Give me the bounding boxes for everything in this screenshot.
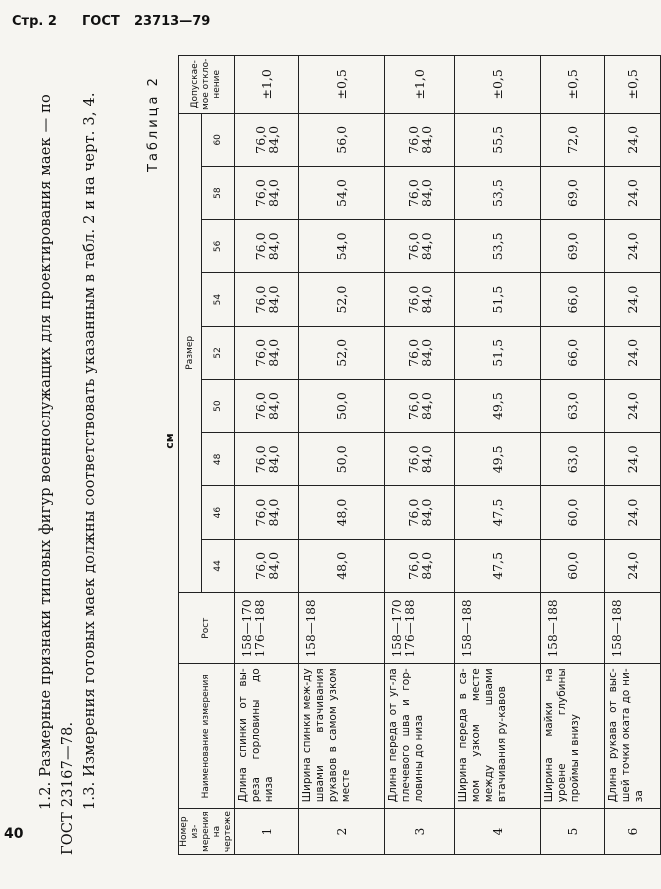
size-value: 76,0 84,0 bbox=[385, 433, 455, 486]
size-value: 76,0 84,0 bbox=[235, 273, 299, 326]
table-row bbox=[541, 56, 605, 855]
size-value: 76,0 84,0 bbox=[385, 166, 455, 219]
rotated-content bbox=[28, 55, 645, 855]
size-value: 53,5 bbox=[455, 220, 541, 273]
height-range: 158—188 bbox=[299, 592, 385, 663]
size-value: 24,0 bbox=[605, 379, 661, 432]
size-value: 24,0 bbox=[605, 539, 661, 592]
intro-line-3: 1.3. Измерения готовых маек должны соответствовать указанным в табл. 2 и на черт. 3, 4. bbox=[82, 92, 98, 810]
table-row bbox=[455, 56, 541, 855]
page-header bbox=[0, 0, 621, 42]
header-number: Номер из-мерения на чертеже bbox=[179, 809, 235, 855]
size-header-56: 56 bbox=[202, 220, 235, 273]
size-value: 24,0 bbox=[605, 166, 661, 219]
size-header-46: 46 bbox=[202, 486, 235, 539]
size-value: 76,0 84,0 bbox=[235, 220, 299, 273]
size-value: 76,0 84,0 bbox=[385, 539, 455, 592]
size-value: 52,0 bbox=[299, 326, 385, 379]
measure-number: 4 bbox=[455, 809, 541, 855]
size-value: 47,5 bbox=[455, 486, 541, 539]
size-value: 76,0 84,0 bbox=[385, 486, 455, 539]
measure-name: Длина рукава от выс-шей точки оката до ни-за bbox=[605, 664, 661, 809]
size-value: 24,0 bbox=[605, 326, 661, 379]
size-value: 76,0 84,0 bbox=[235, 433, 299, 486]
size-value: 76,0 84,0 bbox=[235, 326, 299, 379]
measure-number: 1 bbox=[235, 809, 299, 855]
size-value: 24,0 bbox=[605, 113, 661, 166]
tolerance-value: ±0,5 bbox=[455, 56, 541, 114]
measurements-table bbox=[178, 55, 661, 855]
height-range: 158—188 bbox=[541, 592, 605, 663]
size-value: 63,0 bbox=[541, 433, 605, 486]
measure-name: Длина спинки от вы-реза горловины до низа bbox=[235, 664, 299, 809]
size-value: 50,0 bbox=[299, 379, 385, 432]
header-size: Размер bbox=[179, 113, 202, 592]
size-value: 47,5 bbox=[455, 539, 541, 592]
size-value: 24,0 bbox=[605, 220, 661, 273]
size-value: 24,0 bbox=[605, 486, 661, 539]
size-value: 50,0 bbox=[299, 433, 385, 486]
measure-name: Ширина майки на уровне глубины проймы и внизу bbox=[541, 664, 605, 809]
size-value: 55,5 bbox=[455, 113, 541, 166]
size-value: 66,0 bbox=[541, 326, 605, 379]
measure-number: 5 bbox=[541, 809, 605, 855]
intro-line-1: 1.2. Размерные признаки типовых фигур военнослужащих для проектирования маек — по bbox=[38, 94, 54, 810]
measure-name: Ширина спинки меж-ду швами втачивания рукавов в самом узком месте bbox=[299, 664, 385, 809]
table-title: Таблица 2 bbox=[146, 75, 161, 172]
standard-label: ГОСТ bbox=[82, 14, 120, 29]
size-value: 51,5 bbox=[455, 273, 541, 326]
size-header-44: 44 bbox=[202, 539, 235, 592]
size-value: 76,0 84,0 bbox=[235, 379, 299, 432]
size-value: 76,0 84,0 bbox=[235, 539, 299, 592]
size-value: 54,0 bbox=[299, 220, 385, 273]
size-value: 76,0 84,0 bbox=[235, 166, 299, 219]
header-height: Рост bbox=[179, 592, 235, 663]
size-value: 72,0 bbox=[541, 113, 605, 166]
height-range: 158—188 bbox=[605, 592, 661, 663]
size-value: 24,0 bbox=[605, 433, 661, 486]
size-value: 76,0 84,0 bbox=[385, 273, 455, 326]
size-header-52: 52 bbox=[202, 326, 235, 379]
height-range: 158—188 bbox=[455, 592, 541, 663]
measure-number: 6 bbox=[605, 809, 661, 855]
size-value: 76,0 84,0 bbox=[235, 113, 299, 166]
tolerance-value: ±0,5 bbox=[541, 56, 605, 114]
size-header-60: 60 bbox=[202, 113, 235, 166]
size-value: 52,0 bbox=[299, 273, 385, 326]
unit-label: см bbox=[163, 433, 176, 449]
tolerance-value: ±1,0 bbox=[385, 56, 455, 114]
size-value: 49,5 bbox=[455, 433, 541, 486]
standard-number: 23713—79 bbox=[134, 14, 211, 29]
size-value: 51,5 bbox=[455, 326, 541, 379]
size-value: 66,0 bbox=[541, 273, 605, 326]
size-header-54: 54 bbox=[202, 273, 235, 326]
header-tolerance: Допускае-мое откло-нение bbox=[179, 56, 235, 114]
table-row bbox=[235, 56, 299, 855]
size-value: 69,0 bbox=[541, 220, 605, 273]
measure-name: Ширина переда в са-мом узком месте между швами втачивания ру-кавов bbox=[455, 664, 541, 809]
tolerance-value: ±1,0 bbox=[235, 56, 299, 114]
size-value: 76,0 84,0 bbox=[385, 379, 455, 432]
table-row bbox=[299, 56, 385, 855]
measure-name: Длина переда от уг-ла плечевого шва и гор-ловины до низа bbox=[385, 664, 455, 809]
header-name: Наименование измерения bbox=[179, 664, 235, 809]
size-value: 60,0 bbox=[541, 486, 605, 539]
tolerance-value: ±0,5 bbox=[605, 56, 661, 114]
page-label: Стр. 2 bbox=[12, 14, 57, 29]
size-value: 49,5 bbox=[455, 379, 541, 432]
size-value: 48,0 bbox=[299, 486, 385, 539]
measure-number: 3 bbox=[385, 809, 455, 855]
size-header-48: 48 bbox=[202, 433, 235, 486]
size-value: 54,0 bbox=[299, 166, 385, 219]
size-header-58: 58 bbox=[202, 166, 235, 219]
size-value: 56,0 bbox=[299, 113, 385, 166]
height-range: 158—170 176—188 bbox=[235, 592, 299, 663]
size-value: 63,0 bbox=[541, 379, 605, 432]
measure-number: 2 bbox=[299, 809, 385, 855]
table-row bbox=[605, 56, 661, 855]
height-range: 158—170 176—188 bbox=[385, 592, 455, 663]
size-value: 76,0 84,0 bbox=[235, 486, 299, 539]
tolerance-value: ±0,5 bbox=[299, 56, 385, 114]
page-number: 40 bbox=[4, 826, 24, 842]
size-value: 76,0 84,0 bbox=[385, 326, 455, 379]
size-value: 76,0 84,0 bbox=[385, 220, 455, 273]
size-value: 53,5 bbox=[455, 166, 541, 219]
size-value: 76,0 84,0 bbox=[385, 113, 455, 166]
size-value: 48,0 bbox=[299, 539, 385, 592]
size-value: 60,0 bbox=[541, 539, 605, 592]
size-value: 24,0 bbox=[605, 273, 661, 326]
size-value: 69,0 bbox=[541, 166, 605, 219]
intro-line-2: ГОСТ 23167—78. bbox=[60, 721, 76, 855]
size-header-50: 50 bbox=[202, 379, 235, 432]
table-row bbox=[385, 56, 455, 855]
